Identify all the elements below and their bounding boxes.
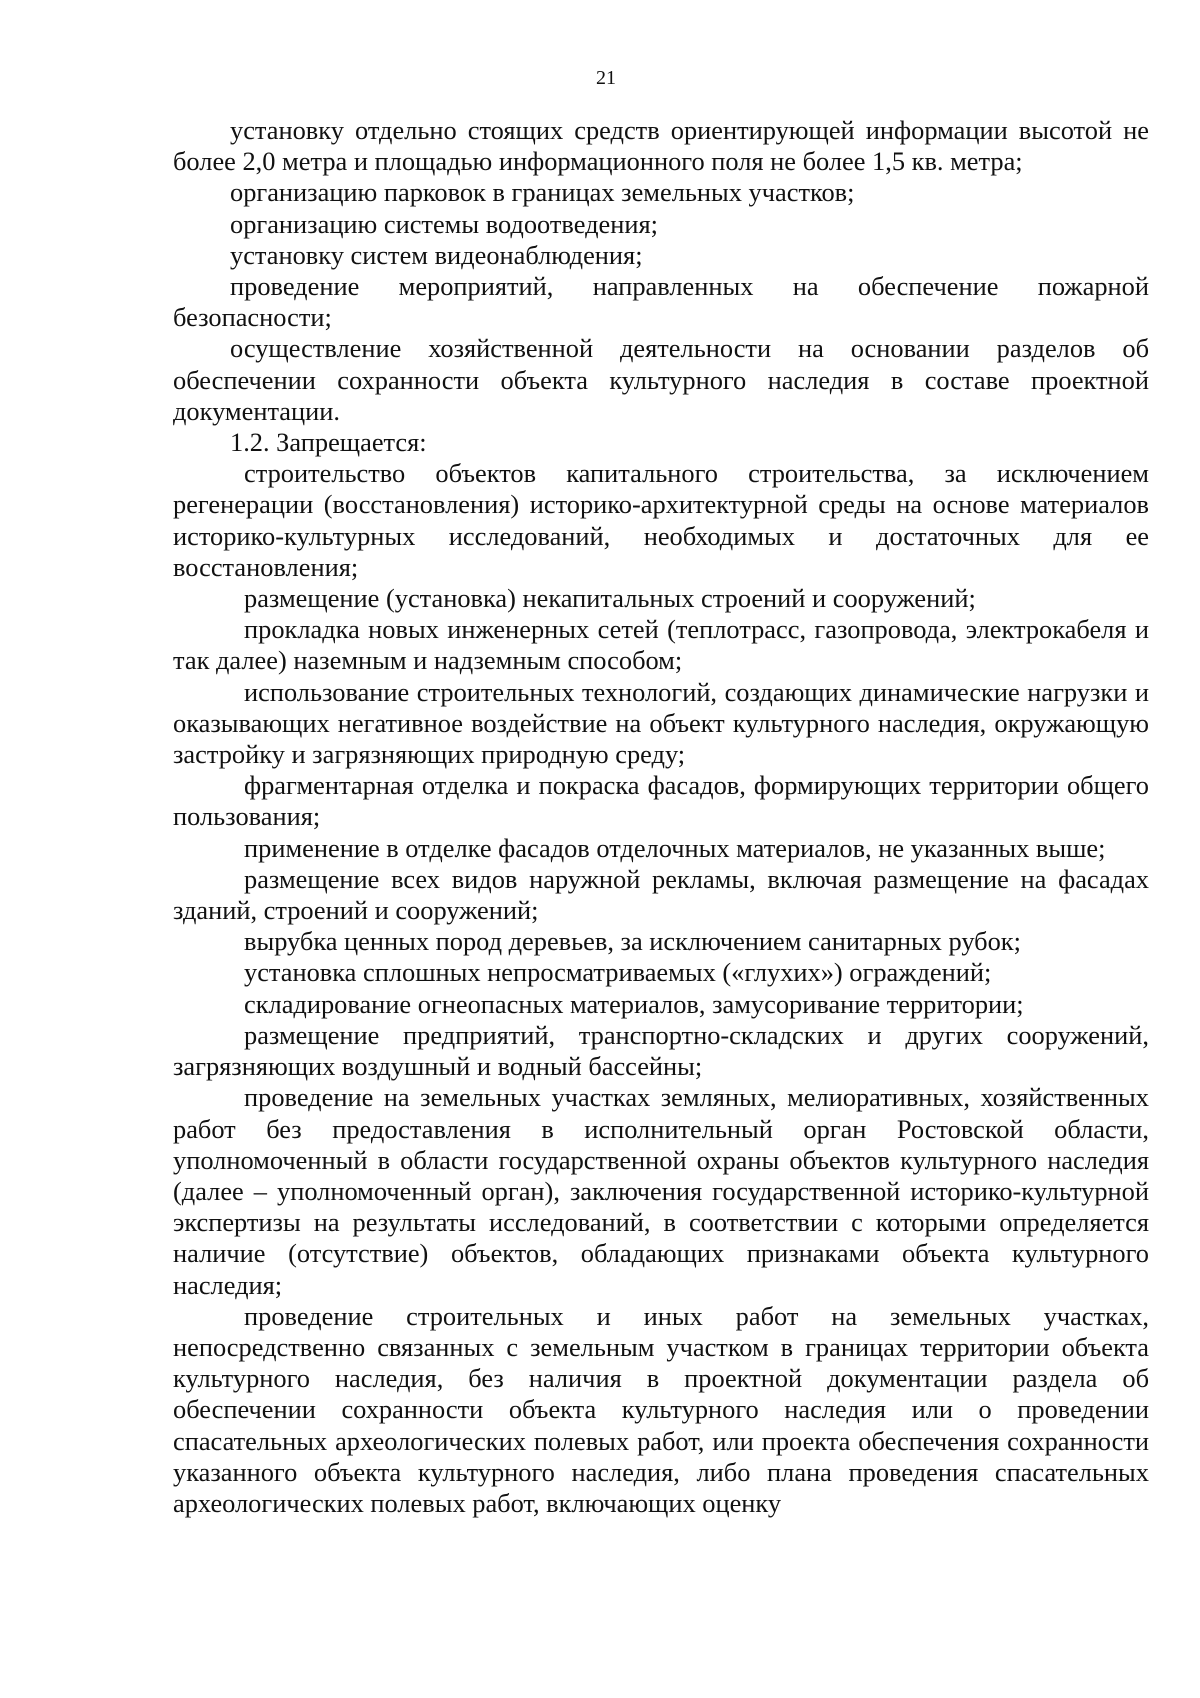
paragraph-temporary-structures: размещение (установка) некапитальных строений и сооружений; bbox=[244, 583, 976, 614]
paragraph-outdoor-advertising: размещение всех видов наружной рекламы, включая размещение на фасадах зданий, строений и сооружений; bbox=[173, 863, 1149, 926]
page-number: 21 bbox=[596, 67, 616, 89]
document-body bbox=[173, 115, 1149, 1519]
paragraph-dynamic-loads: использование строительных технологий, создающих динамические нагрузки и оказывающих негативное воздействие на объект культурного наследия, окружающую застройку и загрязняющих природную среду; bbox=[173, 676, 1149, 770]
paragraph-fire-safety: проведение мероприятий, направленных на обеспечение пожарной безопасности; bbox=[173, 271, 1149, 333]
paragraph-facade-finishing: фрагментарная отделка и покраска фасадов, формирующих территории общего пользования; bbox=[173, 770, 1149, 832]
paragraph-earthworks: проведение на земельных участках земляных, мелиоративных, хозяйственных работ без предоставления в исполнительный орган Ростовской области, уполномоченный в области государственной охраны объектов культурного наследия (далее – уполномоченный орган), заключения государственной историко-культурной экспертизы на результаты исследований, в соответствии с которыми определяется наличие (отсутствие) объектов, обладающих признаками объекта культурного наследия; bbox=[173, 1082, 1149, 1300]
paragraph-video-surveillance: установку систем видеонаблюдения; bbox=[230, 239, 643, 270]
paragraph-finishing-materials: применение в отделке фасадов отделочных материалов, не указанных выше; bbox=[244, 832, 1106, 863]
paragraph-construction-works: проведение строительных и иных работ на земельных участках, непосредственно связанных с земельным участком в границах территории объекта культурного наследия, без наличия в проектной документации раздела об обеспечении сохранности объекта культурного наследия или о проведении спасательных археологических полевых работ, или проекта обеспечения сохранности указанного объекта культурного наследия, либо плана проведения спасательных археологических полевых работ, включающих оценку bbox=[173, 1300, 1149, 1518]
paragraph-solid-fences: установка сплошных непросматриваемых («глухих») ограждений; bbox=[244, 957, 992, 988]
paragraph-signage: установку отдельно стоящих средств ориентирующей информации высотой не более 2,0 метра и площадью информационного поля не более 1,5 кв. метра; bbox=[173, 115, 1149, 177]
paragraph-drainage: организацию системы водоотведения; bbox=[230, 208, 658, 239]
paragraph-parking: организацию парковок в границах земельных участков; bbox=[230, 177, 855, 208]
paragraph-flammable-storage: складирование огнеопасных материалов, замусоривание территории; bbox=[244, 988, 1024, 1019]
paragraph-utility-networks: прокладка новых инженерных сетей (теплотрасс, газопровода, электрокабеля и так далее) наземным и надземным способом; bbox=[173, 614, 1149, 676]
paragraph-polluting-enterprises: размещение предприятий, транспортно-складских и других сооружений, загрязняющих воздушный и водный бассейны; bbox=[173, 1019, 1149, 1082]
section-heading-prohibited: 1.2. Запрещается: bbox=[230, 427, 427, 458]
paragraph-economic-activity: осуществление хозяйственной деятельности на основании разделов об обеспечении сохранности объекта культурного наследия в составе проектной документации. bbox=[173, 333, 1149, 426]
paragraph-capital-construction: строительство объектов капитального строительства, за исключением регенерации (восстановления) историко-архитектурной среды на основе материалов историко-культурных исследований, необходимых и достаточных для ее восстановления; bbox=[173, 458, 1149, 582]
paragraph-tree-felling: вырубка ценных пород деревьев, за исключением санитарных рубок; bbox=[244, 926, 1021, 957]
